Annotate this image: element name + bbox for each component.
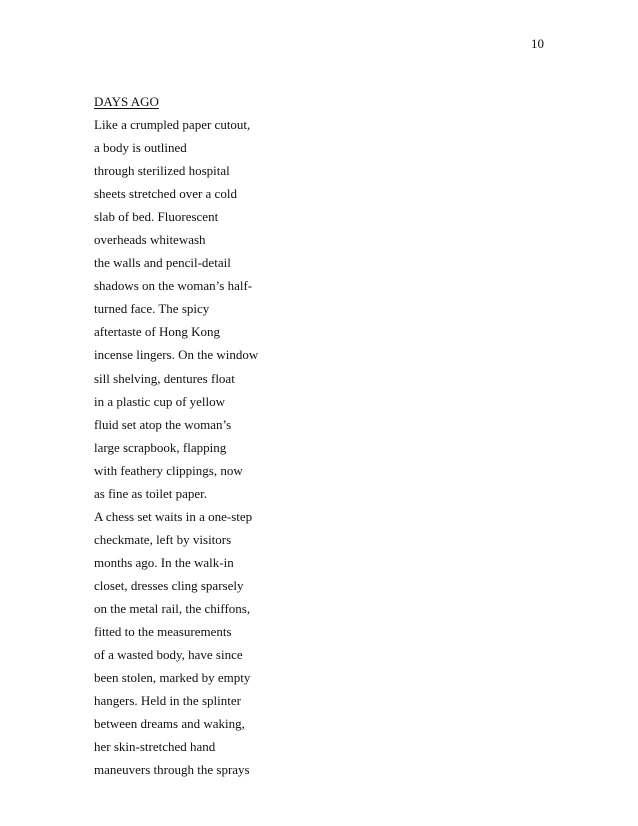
poem-line: fitted to the measurements xyxy=(94,624,232,640)
poem xyxy=(94,94,554,785)
poem-title: DAYS AGO xyxy=(94,94,159,109)
poem-line: through sterilized hospital xyxy=(94,163,230,179)
poem-line: in a plastic cup of yellow xyxy=(94,393,226,409)
poem-line: Like a crumpled paper cutout, xyxy=(94,117,251,132)
poem-line: between dreams and waking, xyxy=(94,716,245,732)
poem-line: large scrapbook, flapping xyxy=(94,439,227,455)
poem-line: on the metal rail, the chiffons, xyxy=(94,600,251,616)
poem-line: sill shelving, dentures float xyxy=(94,370,235,386)
poem-line: A chess set waits in a one-step xyxy=(94,508,253,524)
poem-line: months ago. In the walk-in xyxy=(94,554,234,570)
poem-line: checkmate, left by visitors xyxy=(94,531,232,547)
poem-line: with feathery clippings, now xyxy=(94,462,243,478)
poem-line: fluid set atop the woman’s xyxy=(94,416,232,432)
poem-line: sheets stretched over a cold xyxy=(94,186,237,202)
poem-line: her skin-stretched hand xyxy=(94,739,216,755)
poem-line: turned face. The spicy xyxy=(94,301,210,317)
poem-line: incense lingers. On the window xyxy=(94,347,259,363)
poem-line: a body is outlined xyxy=(94,140,187,156)
poem-line: hangers. Held in the splinter xyxy=(94,693,241,709)
poem-line: as fine as toilet paper. xyxy=(94,485,207,501)
poem-line: overheads whitewash xyxy=(94,232,206,248)
poem-lines xyxy=(94,117,554,778)
poem-line: maneuvers through the sprays xyxy=(94,762,250,778)
poem-line: closet, dresses cling sparsely xyxy=(94,577,244,593)
page-number: 10 xyxy=(531,36,544,51)
poem-line: the walls and pencil-detail xyxy=(94,255,231,271)
poem-line: been stolen, marked by empty xyxy=(94,670,251,686)
poem-line: slab of bed. Fluorescent xyxy=(94,209,219,225)
poem-line: aftertaste of Hong Kong xyxy=(94,324,220,340)
poem-line: of a wasted body, have since xyxy=(94,647,243,663)
poem-line: shadows on the woman’s half- xyxy=(94,278,253,294)
